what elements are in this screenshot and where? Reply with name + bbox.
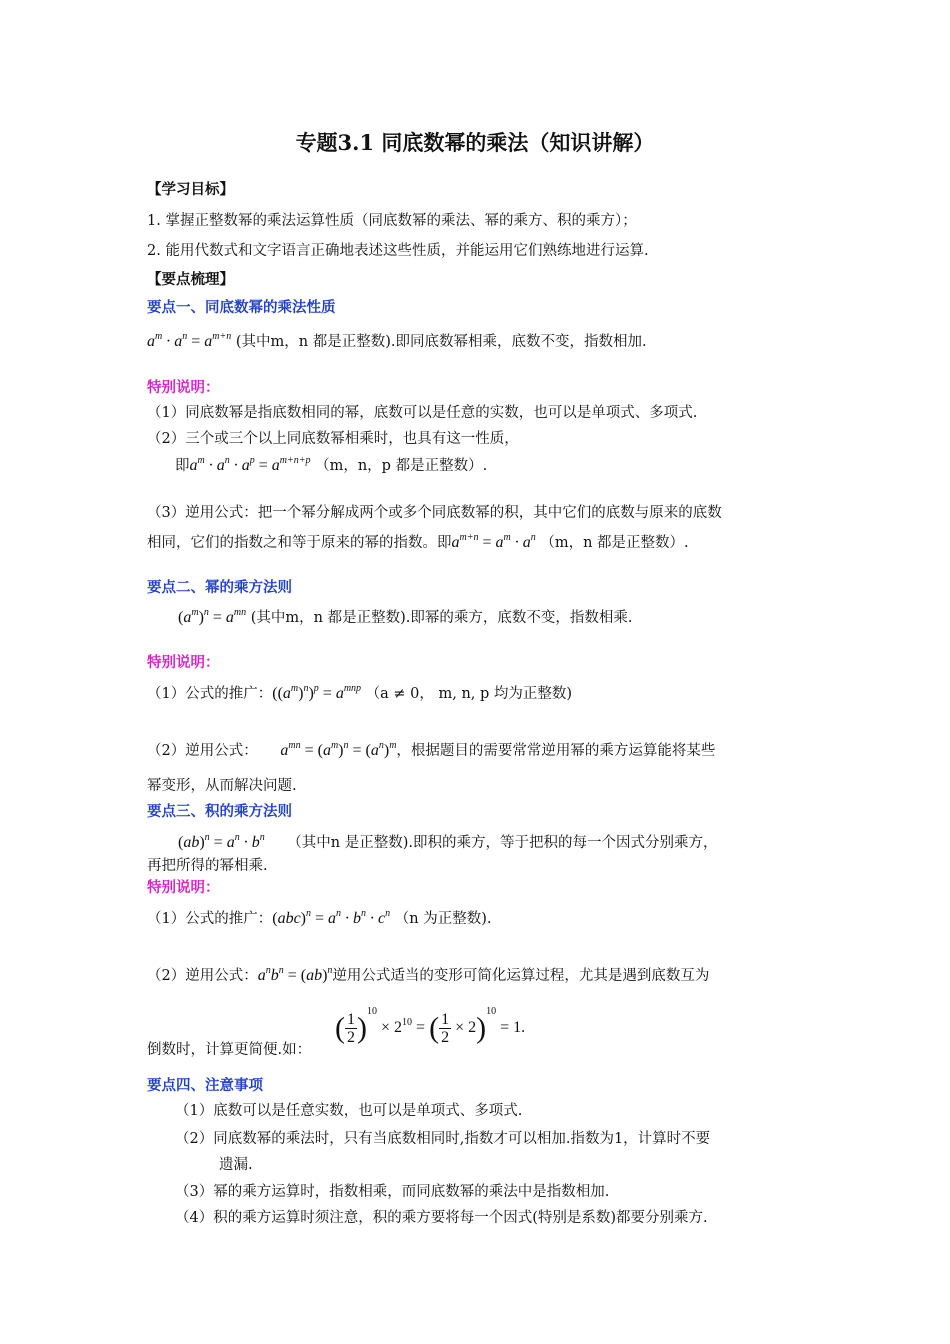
point3-formula-line xyxy=(178,833,718,853)
point3-note-heading: 特别说明： xyxy=(147,880,220,896)
product-power-formula: $(ab)^n = a^n \cdot b^n$ xyxy=(178,832,265,851)
goals-heading: 【学习目标】 xyxy=(147,182,234,198)
point3-note-1-suffix: （n 为正整数). xyxy=(394,911,492,927)
product-rule-formula: $a^m \cdot a^n = a^{m+n}$ xyxy=(147,331,232,350)
point4-item-4: （4）积的乘方运算时须注意，积的乘方要将每一个因式(特别是系数)都要分别乘方. xyxy=(175,1210,708,1226)
point2-note-heading: 特别说明： xyxy=(147,655,220,671)
point3-note-2 xyxy=(147,966,709,986)
goal-item-2: 2. 能用代数式和文字语言正确地表述这些性质，并能运用它们熟练地进行运算. xyxy=(147,243,649,259)
point2-heading: 要点二、幂的乘方法则 xyxy=(147,580,292,596)
point1-note-3b xyxy=(147,533,689,553)
point3-heading: 要点三、积的乘方法则 xyxy=(147,804,292,820)
inverse-product-formula: $a^{m+n} = a^m \cdot a^n$ xyxy=(451,532,536,551)
point4-item-2: （2）同底数幂的乘法时，只有当底数相同时,指数才可以相加.指数为1，计算时不要 xyxy=(175,1131,711,1147)
point2-note-1-prefix: （1）公式的推广： xyxy=(147,686,273,702)
point2-formula-line xyxy=(178,608,633,628)
point1-note-3b-suffix: （m，n 都是正整数）. xyxy=(540,535,689,551)
point3-text-2: 再把所得的幂相乘. xyxy=(147,858,268,874)
point2-text: (其中m，n 都是正整数).即幂的乘方，底数不变，指数相乘. xyxy=(250,610,633,626)
point1-note-3a: （3）逆用公式：把一个幂分解成两个或多个同底数幂的积，其中它们的底数与原来的底数 xyxy=(147,505,722,521)
point3-note-2-prefix: （2）逆用公式： xyxy=(147,968,258,984)
point4-item-2b: 遗漏. xyxy=(219,1157,253,1173)
power-rule-formula: $(a^m)^n = a^{mn}$ xyxy=(178,607,247,626)
point1-text: (其中m，n 都是正整数).即同底数幂相乘，底数不变，指数相加. xyxy=(235,334,647,350)
point1-note-1: （1）同底数幂是指底数相同的幂，底数可以是任意的实数，也可以是单项式、多项式. xyxy=(147,405,698,421)
point1-heading: 要点一、同底数幂的乘法性质 xyxy=(147,300,336,316)
point1-note-heading: 特别说明： xyxy=(147,380,220,396)
summary-heading: 【要点梳理】 xyxy=(147,272,234,288)
reciprocal-example-formula: ( $\frac{1}{2}$ )$^{10} \times 2^{10}$ = ( $\frac{1}{2}$ × 2)$^{10}$ = 1. xyxy=(335,1006,526,1046)
power-generalization-formula: $((a^m)^n)^p = a^{mnp}$ xyxy=(272,683,362,702)
point1-note-2-formula-line xyxy=(175,456,487,476)
point3-note-2-suffix: 逆用公式适当的变形可简化运算过程，尤其是遇到底数互为 xyxy=(332,968,710,984)
point3-note-1 xyxy=(147,909,491,929)
point2-note-2b: 幂变形，从而解决问题. xyxy=(147,778,297,794)
point4-item-1: （1）底数可以是任意实数，也可以是单项式、多项式. xyxy=(175,1103,523,1119)
point2-note-2-prefix: （2）逆用公式： xyxy=(147,743,258,759)
page-title: 专题3.1 同底数幂的乘法（知识讲解） xyxy=(295,130,655,155)
point2-note-2-suffix: ，根据题目的需要常常逆用幂的乘方运算能将某些 xyxy=(396,743,716,759)
point4-heading: 要点四、注意事项 xyxy=(147,1078,263,1094)
point1-note-2-prefix: 即 xyxy=(175,458,190,474)
three-power-formula: $a^m \cdot a^n \cdot a^p = a^{m+n+p}$ xyxy=(189,455,311,474)
point1-note-2: （2）三个或三个以上同底数幂相乘时，也具有这一性质， xyxy=(147,431,519,447)
point3-text: （其中n 是正整数).即积的乘方，等于把积的每一个因式分别乘方， xyxy=(287,835,718,851)
point3-note-1-prefix: （1）公式的推广： xyxy=(147,911,273,927)
point1-formula-line xyxy=(147,332,647,352)
point1-note-3b-prefix: 相同，它们的指数之和等于原来的幂的指数。即 xyxy=(147,535,452,551)
point2-note-2 xyxy=(147,741,715,761)
point4-item-3: （3）幂的乘方运算时，指数相乘，而同底数幂的乘法中是指数相加. xyxy=(175,1184,610,1200)
point2-note-1 xyxy=(147,684,572,704)
inverse-product-power-formula: $a^nb^n = (ab)^n$ xyxy=(257,965,333,984)
point3-note-2b: 倒数时，计算更简便.如： xyxy=(147,1042,312,1058)
point1-note-2-suffix: （m，n，p 都是正整数）. xyxy=(315,458,488,474)
point2-note-1-suffix: （a ≠ 0， m, n, p 均为正整数) xyxy=(365,686,573,702)
goal-item-1: 1. 掌握正整数幂的乘法运算性质（同底数幂的乘法、幂的乘方、积的乘方）； xyxy=(147,213,637,229)
inverse-power-formula: $a^{mn} = (a^m)^n = (a^n)^m$ xyxy=(280,740,397,759)
product-power-generalization-formula: $(abc)^n = a^n \cdot b^n \cdot c^n$ xyxy=(272,908,391,927)
